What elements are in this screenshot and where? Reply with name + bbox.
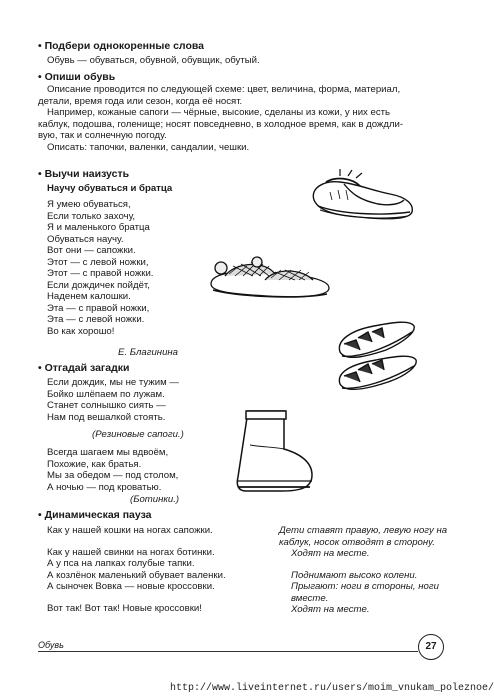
describe-line: каблук, подошва, голенище; носят повседневно, в холодное время, как в дождли- (38, 118, 404, 130)
footer-rule (38, 651, 418, 652)
riddle-line: Всегда шагаем мы вдвоём, (47, 447, 169, 458)
poem-line: Я умею обуваться, (47, 199, 131, 210)
section-heading-describe: • Опиши обувь (38, 71, 116, 83)
pause-instruction: каблук, носок отводят в сторону. (279, 536, 435, 548)
poem-author: Е. Благинина (118, 347, 179, 358)
describe-line: Описать: тапочки, валенки, сандалии, чешки. (47, 141, 250, 153)
poem-line: Этот — с левой ножки, (47, 256, 149, 268)
pause-instruction: Прыгают: ноги в стороны, ноги (291, 581, 439, 592)
riddle-2-answer: (Ботинки.) (130, 494, 180, 505)
describe-line: Описание проводится по следующей схеме: цвет, величина, форма, материал, (47, 84, 401, 95)
describe-line: детали, время года или сезон, когда её носят. (38, 95, 243, 107)
pause-line (47, 593, 226, 603)
pause-instruction: Дети ставят правую, левую ногу на (279, 525, 448, 536)
describe-lines (38, 84, 404, 153)
riddle-line: Мы за обедом — под столом, (47, 470, 179, 481)
poem-line: Обуваться научу. (47, 233, 124, 245)
poem-title: Научу обуваться и братца (47, 183, 173, 194)
pause-line: А у пса на лапках голубые тапки. (47, 558, 195, 569)
riddle-line: Нам под вешалкой стоять. (47, 411, 166, 423)
section-heading-riddles: • Отгадай загадки (38, 362, 130, 374)
poem-line: Если дождичек пойдёт, (47, 279, 150, 291)
riddle-2 (47, 447, 178, 493)
riddle-line: Станет солнышко сиять — (47, 400, 166, 411)
sandals-illustration (330, 312, 420, 398)
pause-instruction: вместе. (291, 592, 329, 604)
watermark-url[interactable]: http://www.liveinternet.ru/users/moim_vnukam_poleznoe/ (0, 683, 494, 699)
poem-line: Если только захочу, (47, 210, 136, 222)
pause-line: Как у нашей свинки на ногах ботинки. (47, 546, 215, 558)
poem-line: Я и маленького братца (47, 222, 150, 233)
section-heading-pause: • Динамическая пауза (38, 509, 152, 521)
riddle-line: Бойко шлёпаем по лужам. (47, 388, 165, 400)
poem-line: Вот они — сапожки. (47, 245, 136, 256)
pause-line: Как у нашей кошки на ногах сапожки. (47, 525, 213, 536)
poem-line: Этот — с правой ножки. (47, 268, 154, 279)
pause-line: А сыночек Вовка — новые кроссовки. (47, 581, 215, 592)
section-heading-learn: • Выучи наизусть (38, 168, 130, 180)
poem-line: Наденем калошки. (47, 291, 131, 302)
home-slippers-illustration (205, 250, 335, 312)
pause-instruction: Ходят на месте. (291, 548, 370, 559)
poem-line: Во как хорошо! (47, 325, 115, 337)
slipper-shoe-illustration (300, 160, 420, 228)
pause-instruction: Ходят на месте. (291, 604, 370, 615)
pause-line (47, 537, 226, 547)
page-number: 27 (418, 634, 444, 660)
poem (47, 199, 153, 337)
pause-actions (47, 525, 226, 614)
describe-line: вую, так и солнечную погоду. (38, 130, 167, 141)
pause-instruction: Поднимают высоко колени. (291, 569, 418, 581)
pause-instruction (279, 560, 447, 570)
section-heading-roots: • Подбери однокоренные слова (38, 40, 205, 52)
riddle-line: Если дождик, мы не тужим — (47, 377, 179, 388)
poem-line: Эта — с правой ножки, (47, 302, 150, 314)
riddle-1-answer: (Резиновые сапоги.) (92, 429, 184, 440)
roots-text: Обувь — обуваться, обувной, обувщик, обутый. (47, 55, 260, 66)
pause-instructions (279, 525, 447, 616)
riddle-line: Похожие, как братья. (47, 458, 142, 470)
riddle-line: А ночью — под кроватью. (47, 481, 162, 493)
describe-line: Например, кожаные сапоги — чёрные, высокие, сделаны из кожи, у них есть (47, 107, 391, 118)
felt-boot-illustration (228, 405, 318, 497)
poem-line: Эта — с левой ножки. (47, 314, 145, 325)
riddle-1 (47, 377, 179, 423)
pause-line: Вот так! Вот так! Новые кроссовки! (47, 602, 202, 614)
pause-line: А козлёнок маленький обувает валенки. (47, 569, 226, 581)
footer-topic: Обувь (38, 640, 64, 650)
